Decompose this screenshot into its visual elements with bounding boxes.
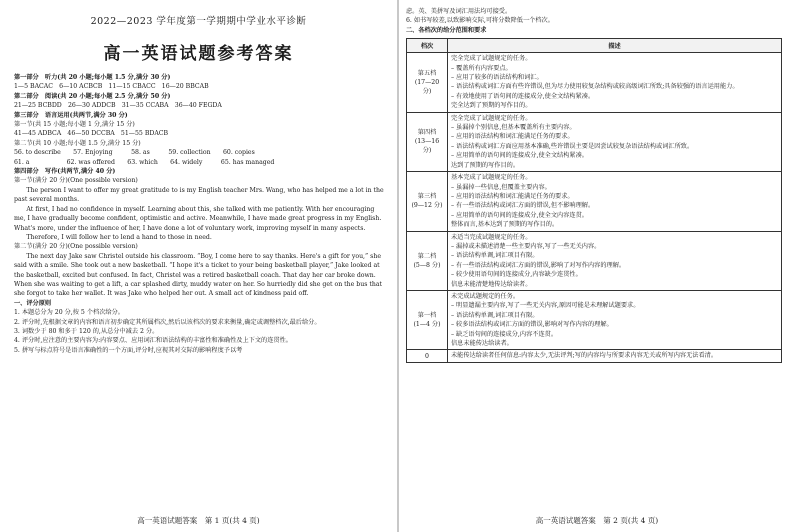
description-cell xyxy=(448,350,782,362)
level-name: 第五档 xyxy=(417,69,437,77)
description-cell xyxy=(448,172,782,231)
description-line: 达到了预期的写作目的。 xyxy=(451,161,520,169)
left-line: 第一节(满分 20 分)(One possible version) xyxy=(14,177,138,185)
page-divider xyxy=(397,0,399,532)
table-row xyxy=(407,290,782,349)
level-range: (9—12 分) xyxy=(411,202,443,210)
left-line: 21—25 BCBDD 26—30 ADDCB 31—35 CCABA 36—40 FEGDA xyxy=(14,102,222,110)
left-line: The next day Jake saw Christel outside his classroom. “Boy, I come here to say thanks. Here's a gift for you,” she said with a smile. She took out a new basketball. “I hope it's a ticket to your being basketball player,” Jake looked at the basketball, excited but confused. In fact, Christel was a retired basketball coach. That day her car broke down. When she was waiting to get a lift, a car splashed dirty, muddy water on her. So hurriedly did she get on the bus that she forgot to take her wallet. It was Jake who helped her out. A small act of kindness paid off. xyxy=(14,252,383,298)
level-cell xyxy=(407,231,448,290)
page-2 xyxy=(400,0,794,532)
description-line: 整体而言,基本达到了预期的写作目的。 xyxy=(451,221,559,229)
description-line: – 覆盖所有内容要点。 xyxy=(451,64,512,72)
left-line: At first, I had no confidence in myself. Learning about this, she talked with me patiently. With her encouraging me, I have gradually become confident, optimistic and active. Meanwhile, I have made great progress in my English. What's more, under the influence of her, I have done a lot of voluntary work, improving myself in many aspects. xyxy=(14,205,382,232)
scoring-notes xyxy=(406,7,782,35)
description-line: – 语法结构单调,词汇项目有限。 xyxy=(451,311,539,319)
left-line: The person I want to offer my great gratitude to is my English teacher Mrs. Wang, who has helped me a lot in the past several months. xyxy=(14,186,384,204)
level-range: (13—16 分) xyxy=(414,138,440,155)
left-line: 41—45 ADBCA 46—50 DCCBA 51—55 BDACB xyxy=(14,130,169,138)
right-line: 6. 如书写较差,以致影响交际,可将分数降低一个档次。 xyxy=(406,17,554,25)
level-name: 0 xyxy=(425,352,429,360)
table-row xyxy=(407,172,782,231)
description-line: 完全完成了试题规定的任务。 xyxy=(451,55,532,63)
left-line: 3. 词数少于 80 和多于 120 的,从总分中减去 2 分。 xyxy=(14,327,159,335)
right-line: 二、各档次的给分范围和要求 xyxy=(406,26,487,34)
description-line: – 语法结构或词汇方面应用基本准确,些许错误主要是因尝试较复杂语法结构或词汇所致。 xyxy=(451,142,694,150)
left-line: 4. 评分时,应注意的主要内容为:内容要点、应用词汇和语法结构的丰富性和准确性及上下文的连贯性。 xyxy=(14,337,292,345)
header-description: 描述 xyxy=(448,39,782,53)
description-line: 完全完成了试题规定的任务。 xyxy=(451,114,532,122)
description-line: – 较少使用语句间的连接成分,内容缺少连贯性。 xyxy=(451,271,582,279)
table-row xyxy=(407,112,782,171)
table-row xyxy=(407,231,782,290)
page-footer-1: 高一英语试题答案 第 1 页(共 4 页) xyxy=(137,516,260,525)
page-footer-2: 高一英语试题答案 第 2 页(共 4 页) xyxy=(535,516,659,525)
description-cell xyxy=(448,112,782,171)
level-name: 第三档 xyxy=(417,193,437,201)
left-line: 第一节(共 15 小题;每小题 1 分,满分 15 分) xyxy=(14,121,135,129)
main-title: 高一英语试题参考答案 xyxy=(103,44,294,64)
description-line: – 有效地使用了语句间的连接成分,使全文结构紧凑。 xyxy=(451,92,595,100)
description-line: – 虽漏掉一些信息,但覆盖主要内容。 xyxy=(451,183,551,191)
left-line: 第二节(满分 20 分)(One possible version) xyxy=(14,243,138,251)
left-line: 第二部分 阅读(共 20 小题;每小题 2.5 分,满分 50 分) xyxy=(14,92,171,100)
description-line: – 应用的语法结构和词汇能满足任务的要求。 xyxy=(451,192,574,200)
table-row xyxy=(407,53,782,112)
left-line: 2. 评分时,先根据文章的内容和语言初步确定其所属档次,然后以该档次的要求来衡量,确定或调整档次,最后给分。 xyxy=(14,318,321,326)
description-line: 信息未能清楚地传达给读者。 xyxy=(451,280,532,288)
description-line: 信息未能传达给读者。 xyxy=(451,340,513,347)
level-name: 第四档 xyxy=(417,129,437,137)
level-cell xyxy=(407,112,448,171)
left-line: 第三部分 语言运用(共两节,满分 30 分) xyxy=(14,111,128,119)
description-cell xyxy=(448,290,782,349)
description-line: 基本完成了试题规定的任务。 xyxy=(451,174,532,182)
description-line: – 应用的语法结构和词汇能满足任务的要求。 xyxy=(451,133,574,141)
description-line: – 明显遗漏主要内容,写了一些无关内容,原因可能是未理解试题要求。 xyxy=(451,302,640,310)
level-name: 第二档 xyxy=(417,252,437,260)
answer-content xyxy=(14,73,385,355)
description-line: – 应用了较多的语法结构和词汇。 xyxy=(451,74,543,82)
description-line: – 应用简单的语句间的连接成分,使全文内容连贯。 xyxy=(451,211,588,219)
left-line: 56. to describe 57. Enjoying 58. as 59. collection 60. copies xyxy=(14,149,255,157)
scoring-table xyxy=(406,38,782,363)
description-line: – 应用简单的语句间的连接成分,使全文结构紧凑。 xyxy=(451,152,588,160)
description-line: – 缺乏语句间的连接成分,内容不连贯。 xyxy=(451,330,558,338)
table-header-row xyxy=(407,39,782,53)
description-cell xyxy=(448,53,782,112)
level-cell xyxy=(407,53,448,112)
description-line: – 漏掉或未描述清楚一些主要内容,写了一些无关内容。 xyxy=(451,242,601,250)
description-line: – 语法结构或词汇方面有些许错误,但为尽力使用较复杂结构或较高级词汇所致;具备较强的语言运用能力。 xyxy=(451,83,739,91)
description-cell xyxy=(448,231,782,290)
level-cell xyxy=(407,350,448,362)
left-line: Therefore, I will follow her to lend a hand to those in need. xyxy=(26,233,212,241)
description-line: 完全达到了预期的写作目的。 xyxy=(451,102,532,110)
left-line: 5. 拼写与标点符号是语言准确性的一个方面,评分时,应视其对交际的影响程度予以考 xyxy=(14,346,243,354)
table-row xyxy=(407,350,782,362)
left-line: 第四部分 写作(共两节,满分 40 分) xyxy=(14,168,116,176)
level-range: (5—8 分) xyxy=(413,261,441,269)
description-line: – 有一些语法结构或词汇方面的错误,影响了对写作内容的理解。 xyxy=(451,261,626,269)
level-range: (1—4 分) xyxy=(413,321,441,329)
exam-title: 2022—2023 学年度第一学期期中学业水平诊断 xyxy=(90,16,307,27)
description-line: – 虽漏掉个别信息,但基本覆盖所有主要内容。 xyxy=(451,124,576,132)
level-cell xyxy=(407,290,448,349)
left-line: 第二节(共 10 小题;每小题 1.5 分,满分 15 分) xyxy=(14,139,141,147)
right-line: 虑。英、美拼写及词汇用法均可接受。 xyxy=(406,8,512,15)
left-line: 第一部分 听力(共 20 小题;每小题 1.5 分,满分 30 分) xyxy=(14,74,171,81)
level-range: (17—20 分) xyxy=(414,78,440,95)
description-line: – 较多语法结构或词汇方面的错误,影响对写作内容的理解。 xyxy=(451,321,613,329)
description-line: 未适当完成试题规定的任务。 xyxy=(451,233,532,241)
description-line: – 有一些语法结构或词汇方面的错误,但不影响理解。 xyxy=(451,202,595,210)
left-line: 一、评分原则 xyxy=(14,299,52,307)
description-line: 未完成试题规定的任务。 xyxy=(451,292,520,300)
left-line: 1—5 BACAC 6—10 ACBCB 11—15 CBACC 16—20 BBCAB xyxy=(14,83,209,91)
description-line: 未能传达给读者任何信息:内容太少,无法评判;写的内容均与所要求内容无关或所写内容无法看清。 xyxy=(451,352,718,360)
level-cell xyxy=(407,172,448,231)
left-line: 61. a 62. was offered 63. which 64. widely 65. has managed xyxy=(14,158,275,166)
left-line: 1. 本题总分为 20 分,按 5 个档次给分。 xyxy=(14,309,124,317)
level-name: 第一档 xyxy=(417,312,437,320)
description-line: – 语法结构单调,词汇项目有限。 xyxy=(451,252,539,260)
header-level: 档次 xyxy=(407,39,448,53)
